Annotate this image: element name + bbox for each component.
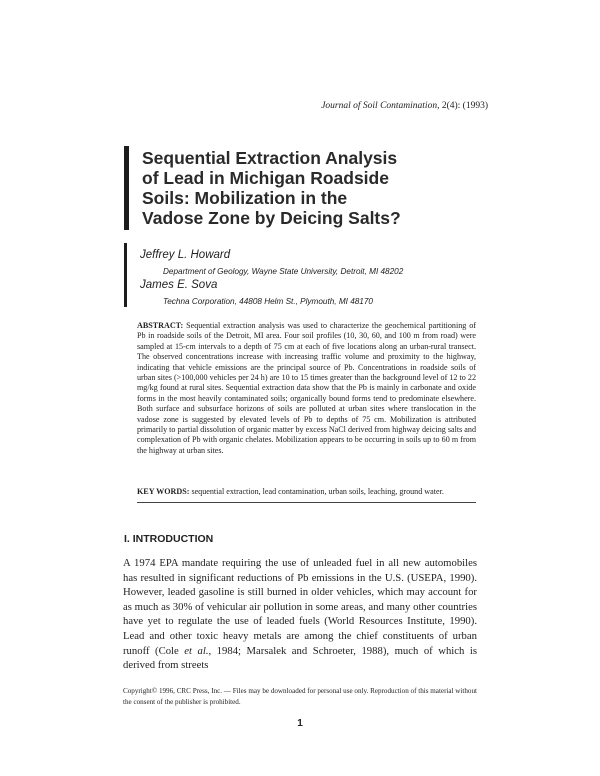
journal-issue: 2(4): (1993) xyxy=(441,101,488,111)
intro-paragraph xyxy=(123,556,477,673)
journal-name: Journal of Soil Contamination, xyxy=(321,101,440,111)
author-affiliation-1: Department of Geology, Wayne State University, Detroit, MI 48202 xyxy=(163,267,404,276)
author-name-1: Jeffrey L. Howard xyxy=(140,249,231,261)
keywords-divider xyxy=(137,502,476,503)
page-number: 1 xyxy=(297,718,303,729)
journal-citation xyxy=(321,101,488,111)
title-line: Sequential Extraction Analysis xyxy=(142,148,398,168)
copyright-notice: Copyright© 1996, CRC Press, Inc. — Files may be downloaded for personal use only. Reproduction of this material without the consent of the publisher is prohibited. xyxy=(123,687,477,706)
title-line: Vadose Zone by Deicing Salts? xyxy=(142,208,401,228)
abstract-text: Sequential extraction analysis was used to characterize the geochemical partitioning of Pb in roadside soils of the Detroit, MI area. Four soil profiles (10, 30, 60, and 100 m from road) were sampled at 15-cm intervals to a depth of 75 cm at each of five locations along an urban-rural transect. The observed concentrations increase with increasing traffic volume and proximity to the highway, indicating that vehicle emissions are the principal source of Pb. Concentrations in roadside soils of urban sites (>100,000 vehicles per 24 h) are 10 to 15 times greater than the background level of 12 to 22 mg/kg found at rural sites. Sequential extraction data show that the Pb is mainly in carbonate and oxide forms in the most heavily contaminated soils; organically bound forms tend to predominate elsewhere. Both surface and subsurface horizons of soils are polluted at urban sites where translocation in the vadose zone is suggested by elevated levels of Pb to depths of 75 cm. Mobilization is attributed primarily to partial dissolution of organic matter by excess NaCl derived from highway deicing salts and complexation of Pb with organic chelates. Mobilization appears to be occurring in soils up to 60 m from the highway at urban sites. xyxy=(137,321,476,455)
author-accent-bar xyxy=(124,243,127,307)
keywords-label: KEY WORDS: xyxy=(137,487,190,496)
abstract-label: ABSTRACT: xyxy=(137,321,184,330)
author-name-2: James E. Sova xyxy=(140,279,218,291)
intro-text-part2: , 1984; Marsalek and Schroeter, 1988), much of which is derived from streets xyxy=(123,644,477,672)
author-affiliation-2: Techna Corporation, 44808 Helm St., Plymouth, MI 48170 xyxy=(163,297,373,306)
abstract xyxy=(137,321,476,456)
keywords xyxy=(137,487,482,496)
intro-et-al: et al. xyxy=(184,644,209,657)
title-line: Soils: Mobilization in the xyxy=(142,188,348,208)
title-accent-bar xyxy=(124,146,129,230)
paper-title xyxy=(142,148,472,228)
title-line: of Lead in Michigan Roadside xyxy=(142,168,389,188)
section-heading: I. INTRODUCTION xyxy=(124,533,214,545)
intro-text-part1: A 1974 EPA mandate requiring the use of unleaded fuel in all new automobiles has resulted in significant reductions of Pb emissions in the U.S. (USEPA, 1990). However, leaded gasoline is still burned in older vehicles, which may account for as much as 30% of vehicular air pollution in some areas, and many other countries have yet to regulate the use of leaded fuels (World Resources Institute, 1990). Lead and other toxic heavy metals are among the chief constituents of urban runoff (Cole xyxy=(123,557,477,657)
keywords-text: sequential extraction, lead contamination, urban soils, leaching, ground water. xyxy=(191,487,444,496)
